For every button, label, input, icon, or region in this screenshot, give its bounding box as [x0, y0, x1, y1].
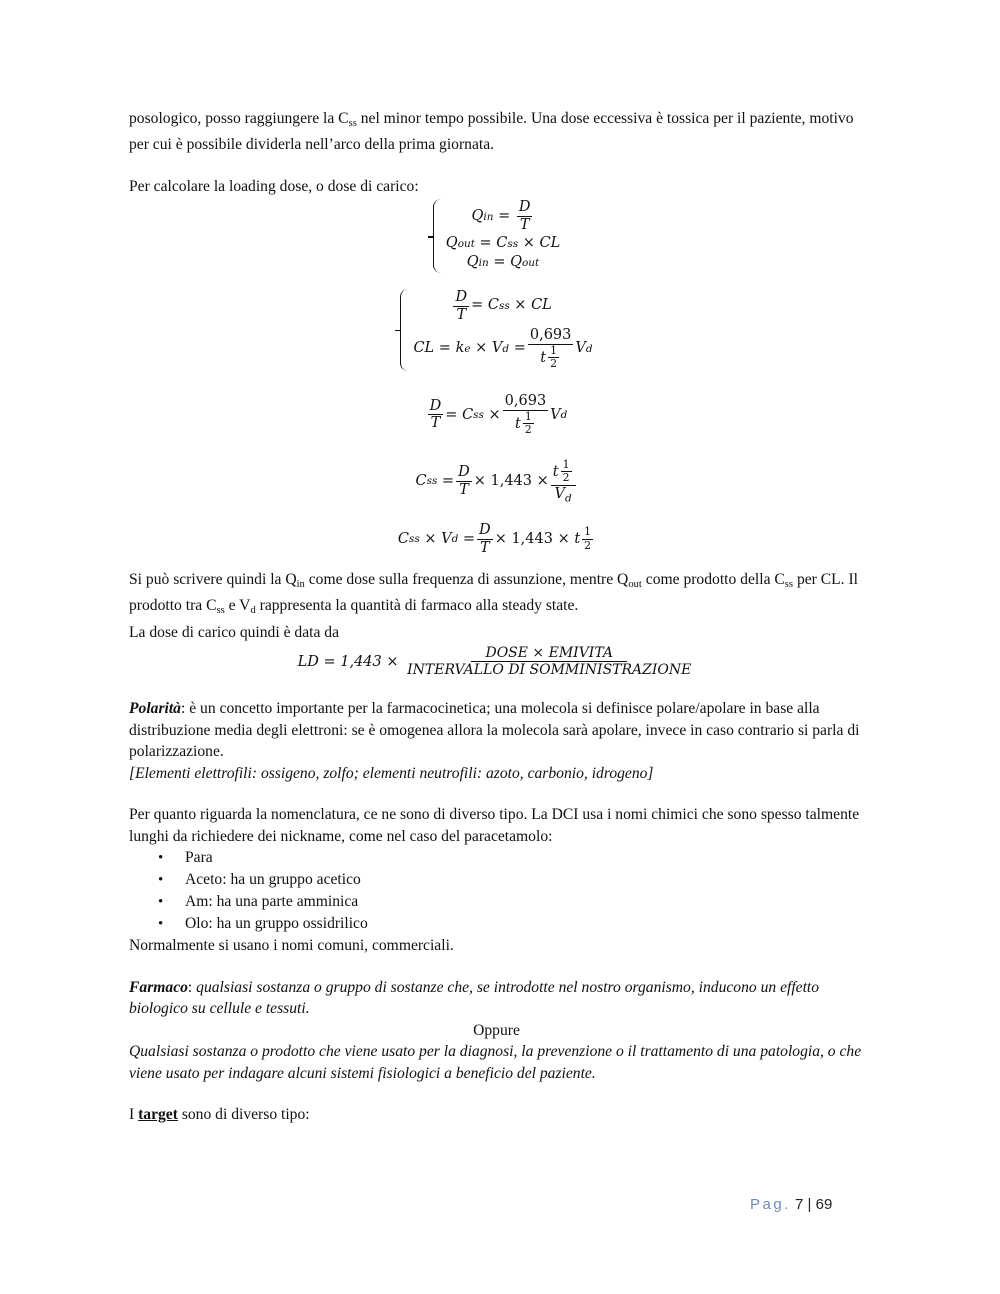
equation-4: C ss = $\frac{D}{T}$ × 1,443 × t $\frac{1}{2}$ $V_d$	[129, 459, 864, 505]
paragraph-nomenclatura: Per quanto riguarda la nomenclatura, ce ne sono di diverso tipo. La DCI usa i nomi chimici che sono spesso talmente lunghi da richiedere dei nickname, come nel caso del paracetamolo:	[129, 806, 860, 845]
equation-5: C ss × V d = $\frac{D}{T}$ × 1,443 × t $\frac{1}{2}$	[397, 522, 592, 556]
loading-dose-given: La dose di carico quindi è data da	[129, 623, 339, 641]
page-total: 69	[815, 1196, 833, 1213]
page-current: 7	[795, 1196, 804, 1213]
equation-system-1: Q in = $\frac{D}{T}$ Q out = C ss × CL Q in = Q out	[129, 199, 864, 272]
page-separator: |	[807, 1196, 812, 1213]
list-item: • Aceto: ha un gruppo acetico	[185, 869, 864, 891]
paragraph-qin-qout: Si può scrivere quindi la $Q_{in}$ come dose sulla frequenza di assunzione, mentre $Q_{out}$ come prodotto della $C_{ss}$ per CL. Il prodotto tra $C_{ss}$ e $V_d$ rappresenta la quantità di farmaco alla steady state.	[129, 570, 859, 617]
loading-dose-intro: Per calcolare la loading dose, o dose di carico:	[129, 177, 419, 195]
ld-formula: LD = 1,443 × $\frac{\text{DOSE × EMIVITA}}{\text{INTERVALLO DI SOMMINISTRAZIONE}}$	[297, 645, 692, 679]
equation-3: $\frac{D}{T}$ = C ss × 0,693 t $\frac{1}{2}$ V d	[429, 392, 568, 437]
paragraph-posologico: posologico, posso raggiungere la $C_{ss}$ nel minor tempo possibile. Una dose eccessiva è tossica per il paziente, motivo per cui è possibile dividerla nell’arco della prima giornata.	[129, 110, 854, 154]
paragraph-nomi-comuni: Normalmente si usano i nomi comuni, commerciali.	[129, 937, 454, 955]
list-item: • Para	[185, 847, 864, 869]
brace	[433, 199, 441, 272]
note-elementi: [Elementi elettrofili: ossigeno, zolfo; elementi neutrofili: azoto, carbonio, idrogeno]	[129, 764, 654, 782]
document-page	[129, 108, 864, 1126]
page-footer	[750, 1196, 832, 1213]
brace	[400, 289, 408, 371]
list-item: • Olo: ha un gruppo ossidrilico	[185, 913, 864, 935]
equation-system-2: $\frac{D}{T}$ = C ss × CL CL = k e × V d = 0,693 t $\frac{1}{2}$ V d	[129, 289, 864, 371]
paragraph-farmaco-def2: Qualsiasi sostanza o prodotto che viene usato per la diagnosi, la prevenzione o il trattamento di una patologia, o che viene usato per indagare alcuni sistemi fisiologici a beneficio del paziente.	[129, 1043, 862, 1082]
paragraph-polarita: Polarità: è un concetto importante per la farmacocinetica; una molecola si definisce polare/apolare in base alla distribuzione media degli elettroni: se è omogenea allora la molecola sarà apolare, invece in caso contrario si parla di polarizzazione.	[129, 700, 860, 761]
nickname-list	[129, 847, 864, 935]
oppure: Oppure	[473, 1021, 520, 1039]
list-item: • Am: ha una parte amminica	[185, 891, 864, 913]
page-label: Pag.	[750, 1196, 791, 1213]
paragraph-farmaco: Farmaco: qualsiasi sostanza o gruppo di sostanze che, se introdotte nel nostro organismo, inducono un effetto biologico su cellule e tessuti.	[129, 978, 820, 1018]
paragraph-target: I target sono di diverso tipo:	[129, 1106, 310, 1124]
